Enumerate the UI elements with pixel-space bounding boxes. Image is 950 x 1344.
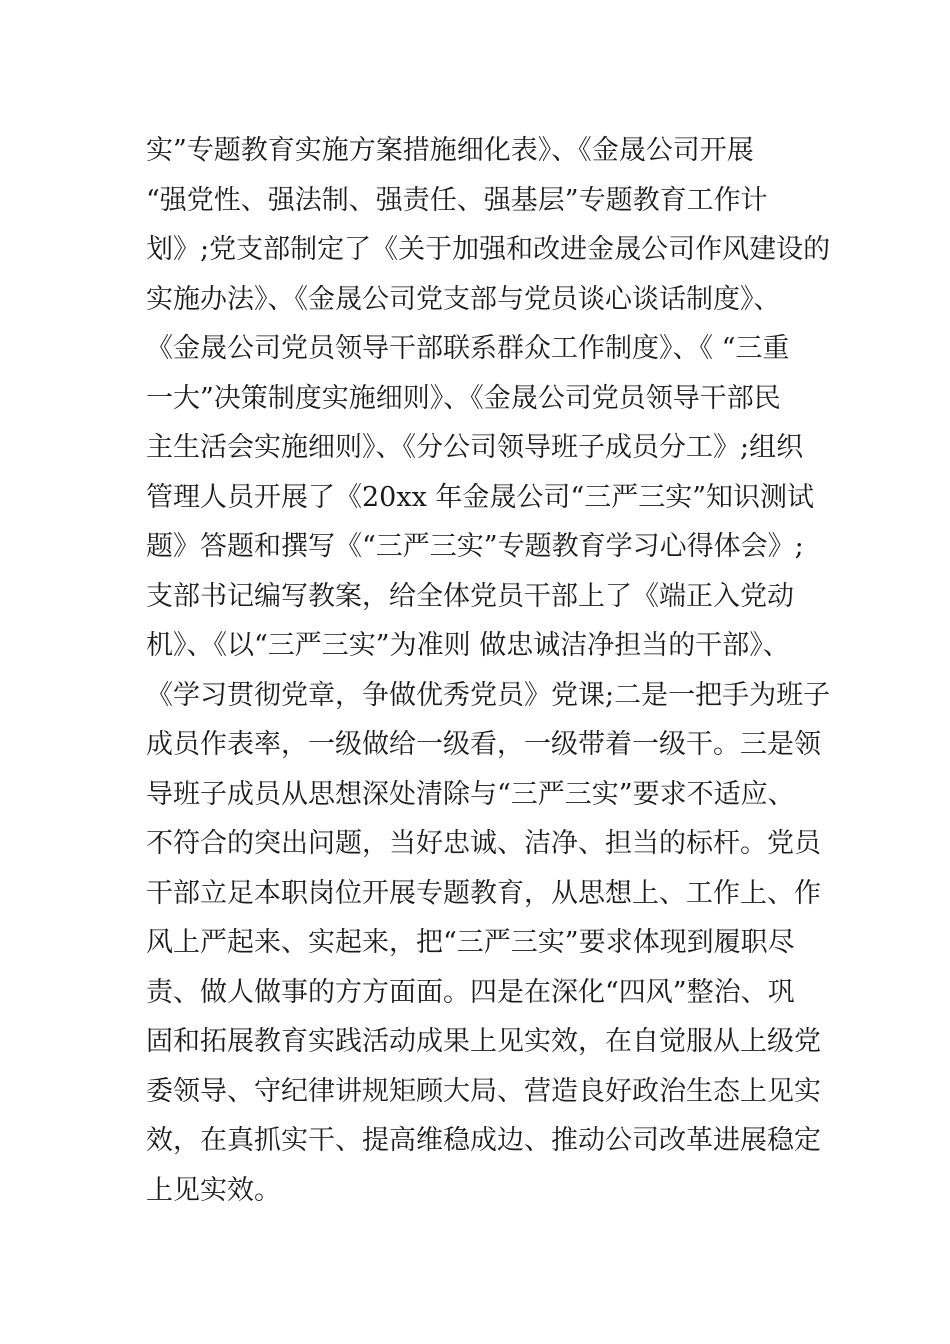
text-line: 固和拓展教育实践活动成果上见实效，在自觉服从上级党: [146, 1026, 821, 1057]
text-line: 效，在真抓实干、提高维稳成边、推动公司改革进展稳定: [146, 1125, 821, 1156]
text-line: 风上严起来、实起来，把“三严三实”要求体现到履职尽: [146, 927, 795, 958]
text-line: 《学习贯彻党章，争做优秀党员》党课;二是一把手为班子: [146, 679, 831, 711]
text-line: 责、做人做事的方方面面。四是在深化“四风”整治、巩: [146, 976, 795, 1008]
text-line: 成员作表率，一级做给一级看，一级带着一级干。三是领: [146, 729, 821, 760]
text-line: 干部立足本职岗位开展专题教育，从思想上、工作上、作: [146, 877, 821, 909]
text-line: 主生活会实施细则》、《分公司领导班子成员分工》;组织: [146, 432, 804, 463]
body-paragraph: [146, 126, 831, 1215]
text-line: 不符合的突出问题，当好忠诚、洁净、担当的标杆。党员: [146, 828, 821, 859]
text-line: 上见实效。: [146, 1174, 281, 1206]
text-line: 导班子成员从思想深处清除与“三严三实”要求不适应、: [146, 778, 795, 810]
text-line: 题》答题和撰写《“三严三实”专题教育学习心得体会》;: [146, 531, 804, 562]
text-line: 委领导、守纪律讲规矩顾大局、营造良好政治生态上见实: [146, 1075, 821, 1107]
text-line: 划》;党支部制定了《关于加强和改进金晟公司作风建设的: [146, 234, 831, 265]
text-line: 机》、《以“三严三实”为准则 做忠诚洁净担当的干部》、: [146, 630, 790, 661]
text-line: 实”专题教育实施方案措施细化表》、《金晟公司开展: [146, 135, 754, 166]
text-line: 支部书记编写教案，给全体党员干部上了《端正入党动: [146, 580, 794, 612]
text-line: “强党性、强法制、强责任、强基层”专题教育工作计: [146, 184, 768, 216]
text-line: 实施办法》、《金晟公司党支部与党员谈心谈话制度》、: [146, 283, 781, 315]
text-line: 《金晟公司党员领导干部联系群众工作制度》、《 “三重: [146, 333, 790, 364]
text-line: 一大”决策制度实施细则》、《金晟公司党员领导干部民: [146, 382, 781, 414]
text-line: 管理人员开展了《20xx 年金晟公司“三严三实”知识测试: [146, 481, 814, 513]
